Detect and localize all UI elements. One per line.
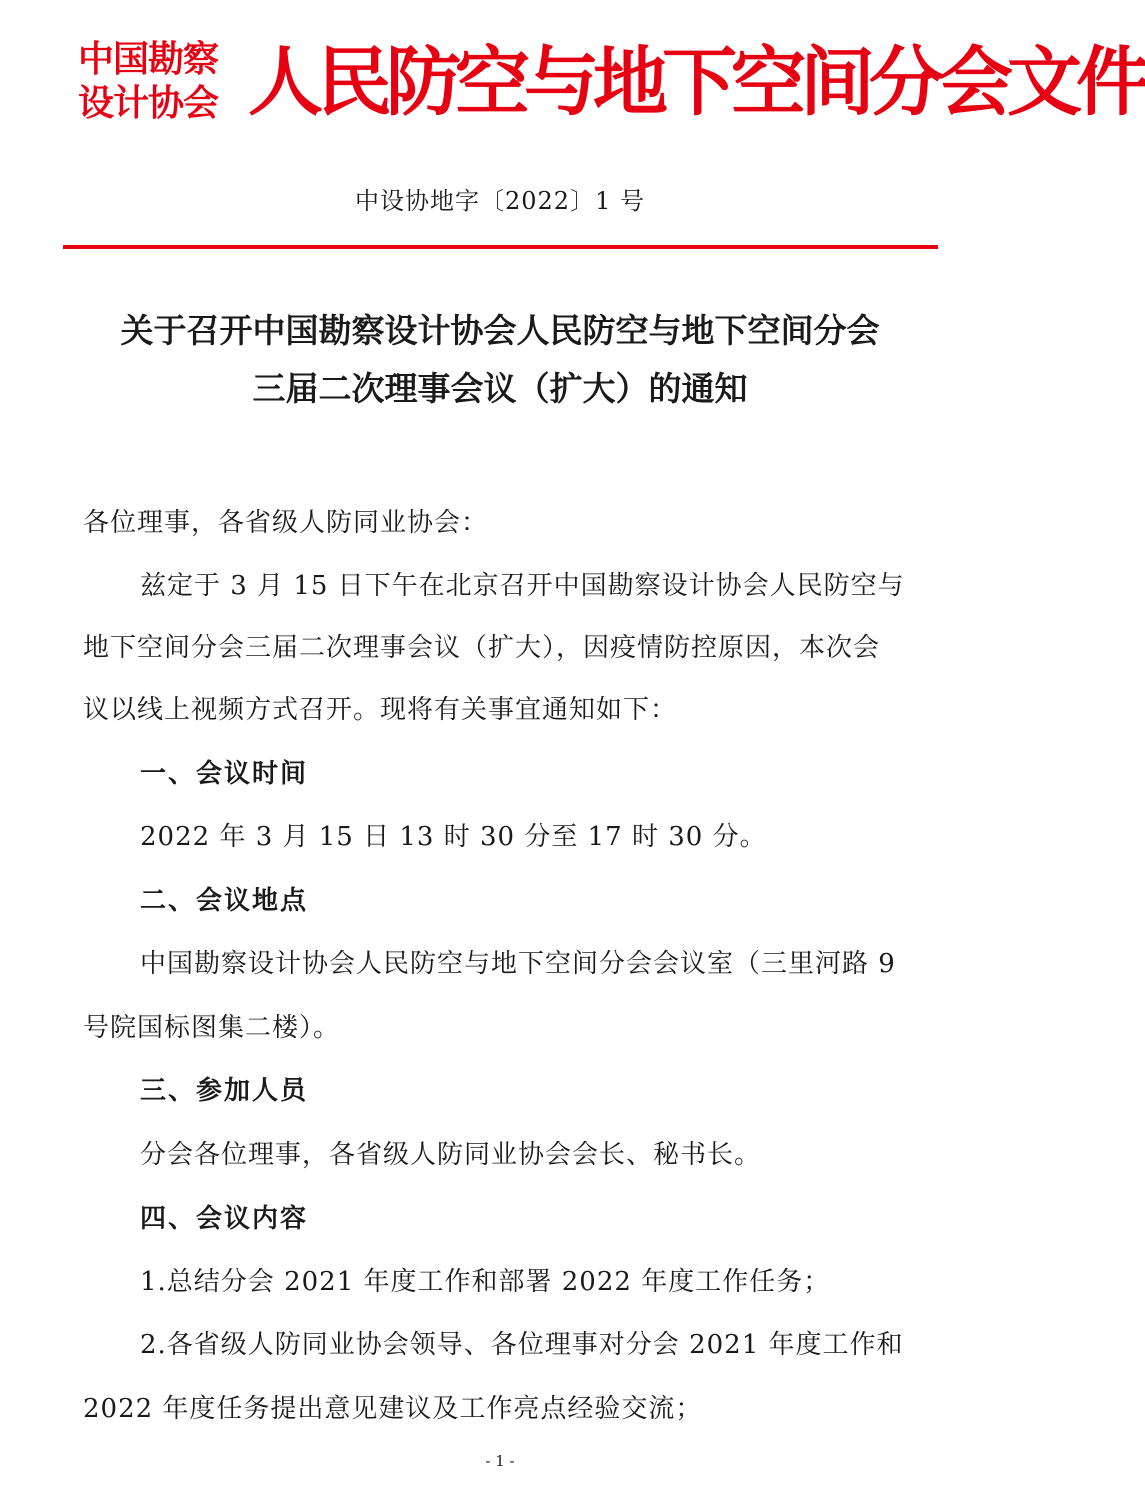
section-heading-time: 一、会议时间	[140, 759, 309, 789]
meeting-time-text: 2022 年 3 月 15 日 13 时 30 分至 17 时 30 分。	[140, 822, 767, 852]
intro-line-3: 议以线上视频方式召开。现将有关事宜通知如下：	[83, 695, 678, 725]
masthead-title: 人民防空与地下空间分会文件	[248, 38, 1145, 126]
page-number: - 1 -	[485, 1452, 515, 1470]
section-heading-content: 四、会议内容	[140, 1204, 309, 1234]
location-line-2: 号院国标图集二楼）。	[83, 1013, 341, 1043]
masthead-org-line1: 中国勘察	[78, 39, 219, 80]
masthead	[58, 30, 1145, 140]
content-item-1: 1.总结分会 2021 年度工作和部署 2022 年度工作任务；	[140, 1267, 831, 1297]
document-number: 中设协地字〔2022〕1 号	[355, 187, 645, 215]
intro-line-1: 兹定于 3 月 15 日下午在北京召开中国勘察设计协会人民防空与	[140, 571, 905, 601]
content-item-2-line-2: 2022 年度任务提出意见建议及工作亮点经验交流；	[83, 1394, 703, 1424]
section-heading-attendees: 三、参加人员	[140, 1076, 309, 1106]
notice-title-line1: 关于召开中国勘察设计协会人民防空与地下空间分会	[120, 311, 880, 350]
masthead-org-line2: 设计协会	[78, 83, 219, 124]
notice-title	[70, 302, 930, 418]
attendees-text: 分会各位理事，各省级人防同业协会会长、秘书长。	[140, 1140, 762, 1170]
location-line-1: 中国勘察设计协会人民防空与地下空间分会会议室（三里河路 9	[140, 949, 896, 979]
content-item-2-line-1: 2.各省级人防同业协会领导、各位理事对分会 2021 年度工作和	[140, 1330, 904, 1360]
red-divider-line	[63, 245, 938, 249]
intro-line-2: 地下空间分会三届二次理事会议（扩大），因疫情防控原因，本次会	[83, 633, 881, 663]
masthead-org-name	[78, 38, 253, 126]
salutation: 各位理事，各省级人防同业协会：	[83, 508, 489, 538]
notice-title-line2: 三届二次理事会议（扩大）的通知	[252, 369, 748, 408]
section-heading-location: 二、会议地点	[140, 886, 309, 916]
